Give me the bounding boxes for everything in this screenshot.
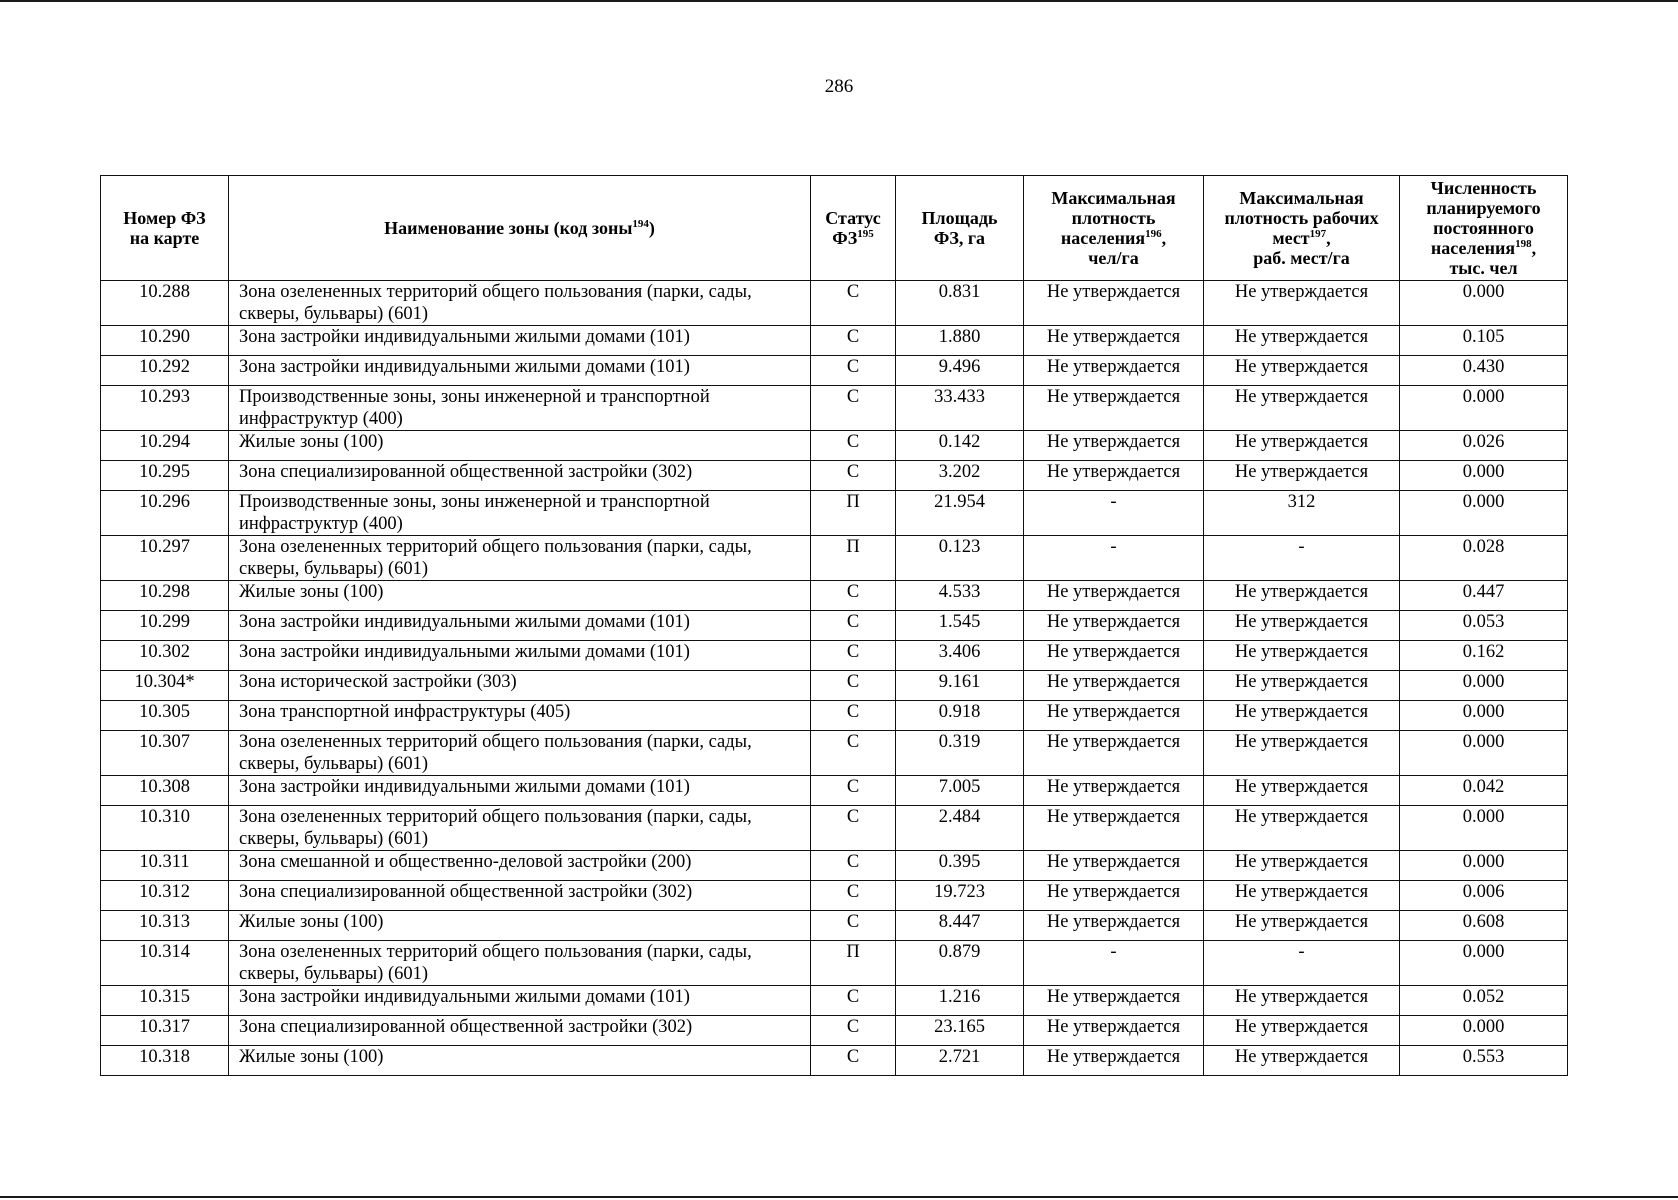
- cell-map-number: 10.297: [101, 536, 229, 581]
- table-row: [101, 491, 1568, 536]
- header-population-density: [1024, 176, 1204, 281]
- table-header-row: [101, 176, 1568, 281]
- cell-map-number: 10.310: [101, 806, 229, 851]
- cell-status: С: [811, 701, 896, 731]
- header-status-line1: Статус: [825, 208, 881, 228]
- cell-planned-population: 0.026: [1400, 431, 1568, 461]
- header-status-footnote: 195: [857, 228, 874, 240]
- cell-zone-name: Зона озелененных территорий общего пользования (парки, сады, скверы, бульвары) (601): [229, 941, 811, 986]
- cell-planned-population: 0.000: [1400, 1016, 1568, 1046]
- header-pop-density-line3: населения: [1060, 228, 1146, 248]
- cell-map-number: 10.314: [101, 941, 229, 986]
- cell-status: С: [811, 326, 896, 356]
- cell-job-density: Не утверждается: [1204, 776, 1400, 806]
- cell-planned-population: 0.000: [1400, 671, 1568, 701]
- cell-zone-name: Зона озелененных территорий общего пользования (парки, сады, скверы, бульвары) (601): [229, 731, 811, 776]
- cell-map-number: 10.308: [101, 776, 229, 806]
- cell-population-density: Не утверждается: [1024, 851, 1204, 881]
- header-map-number: [101, 176, 229, 281]
- cell-job-density: Не утверждается: [1204, 701, 1400, 731]
- cell-status: П: [811, 941, 896, 986]
- cell-zone-name: Зона специализированной общественной застройки (302): [229, 461, 811, 491]
- cell-area: 2.721: [896, 1046, 1024, 1076]
- header-zone-name-text: Наименование зоны (код зоны: [384, 218, 633, 238]
- cell-map-number: 10.294: [101, 431, 229, 461]
- cell-area: 0.319: [896, 731, 1024, 776]
- cell-area: 23.165: [896, 1016, 1024, 1046]
- cell-map-number: 10.292: [101, 356, 229, 386]
- cell-zone-name: Жилые зоны (100): [229, 911, 811, 941]
- zones-table: [100, 175, 1568, 1076]
- cell-population-density: Не утверждается: [1024, 281, 1204, 326]
- header-map-number-line2: на карте: [129, 228, 200, 248]
- table-row: [101, 986, 1568, 1016]
- cell-map-number: 10.298: [101, 581, 229, 611]
- cell-population-density: Не утверждается: [1024, 431, 1204, 461]
- cell-status: П: [811, 536, 896, 581]
- cell-area: 0.918: [896, 701, 1024, 731]
- cell-population-density: Не утверждается: [1024, 1046, 1204, 1076]
- cell-area: 1.880: [896, 326, 1024, 356]
- cell-job-density: Не утверждается: [1204, 431, 1400, 461]
- cell-planned-population: 0.105: [1400, 326, 1568, 356]
- header-area-line2: ФЗ, га: [933, 228, 986, 248]
- header-status: [811, 176, 896, 281]
- cell-area: 8.447: [896, 911, 1024, 941]
- table-row: [101, 356, 1568, 386]
- cell-job-density: Не утверждается: [1204, 1016, 1400, 1046]
- cell-job-density: Не утверждается: [1204, 611, 1400, 641]
- cell-area: 3.406: [896, 641, 1024, 671]
- header-job-density-line4: раб. мест/га: [1253, 248, 1350, 268]
- cell-job-density: Не утверждается: [1204, 911, 1400, 941]
- cell-job-density: Не утверждается: [1204, 386, 1400, 431]
- cell-map-number: 10.296: [101, 491, 229, 536]
- cell-planned-population: 0.000: [1400, 806, 1568, 851]
- header-pop-density-line1: Максимальная: [1051, 188, 1176, 208]
- cell-map-number: 10.304*: [101, 671, 229, 701]
- cell-map-number: 10.312: [101, 881, 229, 911]
- table-row: [101, 611, 1568, 641]
- table-row: [101, 326, 1568, 356]
- cell-map-number: 10.295: [101, 461, 229, 491]
- cell-area: 33.433: [896, 386, 1024, 431]
- cell-status: С: [811, 1016, 896, 1046]
- header-population-line2: планируемого: [1426, 198, 1541, 218]
- cell-area: 0.142: [896, 431, 1024, 461]
- cell-job-density: 312: [1204, 491, 1400, 536]
- table-row: [101, 536, 1568, 581]
- cell-zone-name: Зона застройки индивидуальными жилыми домами (101): [229, 641, 811, 671]
- table-row: [101, 731, 1568, 776]
- cell-job-density: Не утверждается: [1204, 641, 1400, 671]
- cell-population-density: Не утверждается: [1024, 386, 1204, 431]
- table-row: [101, 431, 1568, 461]
- cell-planned-population: 0.000: [1400, 491, 1568, 536]
- cell-job-density: Не утверждается: [1204, 671, 1400, 701]
- cell-map-number: 10.311: [101, 851, 229, 881]
- cell-job-density: Не утверждается: [1204, 986, 1400, 1016]
- header-job-density-footnote: 197: [1309, 228, 1327, 240]
- cell-population-density: Не утверждается: [1024, 776, 1204, 806]
- header-pop-density-line3-end: ,: [1161, 228, 1167, 248]
- cell-planned-population: 0.000: [1400, 461, 1568, 491]
- cell-status: С: [811, 776, 896, 806]
- cell-population-density: Не утверждается: [1024, 641, 1204, 671]
- cell-status: С: [811, 386, 896, 431]
- cell-job-density: Не утверждается: [1204, 356, 1400, 386]
- cell-status: С: [811, 881, 896, 911]
- cell-zone-name: Жилые зоны (100): [229, 431, 811, 461]
- cell-area: 0.123: [896, 536, 1024, 581]
- header-job-density-line2: плотность рабочих: [1224, 208, 1379, 228]
- cell-population-density: Не утверждается: [1024, 806, 1204, 851]
- cell-area: 9.161: [896, 671, 1024, 701]
- cell-population-density: Не утверждается: [1024, 581, 1204, 611]
- cell-area: 2.484: [896, 806, 1024, 851]
- cell-population-density: Не утверждается: [1024, 986, 1204, 1016]
- cell-area: 1.545: [896, 611, 1024, 641]
- header-map-number-line1: Номер ФЗ: [123, 208, 206, 228]
- cell-area: 0.879: [896, 941, 1024, 986]
- cell-population-density: -: [1024, 491, 1204, 536]
- cell-planned-population: 0.608: [1400, 911, 1568, 941]
- cell-status: П: [811, 491, 896, 536]
- cell-area: 0.831: [896, 281, 1024, 326]
- page-number: 286: [824, 76, 854, 97]
- cell-zone-name: Жилые зоны (100): [229, 581, 811, 611]
- cell-status: С: [811, 731, 896, 776]
- cell-zone-name: Жилые зоны (100): [229, 1046, 811, 1076]
- cell-job-density: Не утверждается: [1204, 851, 1400, 881]
- cell-zone-name: Зона озелененных территорий общего пользования (парки, сады, скверы, бульвары) (601): [229, 806, 811, 851]
- header-planned-population: [1400, 176, 1568, 281]
- cell-status: С: [811, 806, 896, 851]
- cell-job-density: -: [1204, 536, 1400, 581]
- cell-area: 1.216: [896, 986, 1024, 1016]
- cell-population-density: Не утверждается: [1024, 701, 1204, 731]
- cell-map-number: 10.293: [101, 386, 229, 431]
- cell-status: С: [811, 671, 896, 701]
- cell-map-number: 10.307: [101, 731, 229, 776]
- cell-area: 19.723: [896, 881, 1024, 911]
- cell-population-density: Не утверждается: [1024, 731, 1204, 776]
- table-row: [101, 881, 1568, 911]
- cell-zone-name: Зона исторической застройки (303): [229, 671, 811, 701]
- cell-zone-name: Зона смешанной и общественно-деловой застройки (200): [229, 851, 811, 881]
- table-row: [101, 776, 1568, 806]
- cell-planned-population: 0.430: [1400, 356, 1568, 386]
- cell-map-number: 10.299: [101, 611, 229, 641]
- cell-status: С: [811, 461, 896, 491]
- cell-status: С: [811, 431, 896, 461]
- cell-zone-name: Зона застройки индивидуальными жилыми домами (101): [229, 326, 811, 356]
- header-pop-density-line4: чел/га: [1088, 248, 1139, 268]
- cell-planned-population: 0.000: [1400, 731, 1568, 776]
- header-pop-density-footnote: 196: [1145, 228, 1162, 240]
- header-population-line3: постоянного: [1433, 218, 1534, 238]
- cell-status: С: [811, 1046, 896, 1076]
- cell-status: С: [811, 611, 896, 641]
- cell-job-density: Не утверждается: [1204, 1046, 1400, 1076]
- scan-edge-bottom: [0, 1196, 1678, 1198]
- header-population-footnote: 198: [1515, 238, 1532, 250]
- cell-job-density: Не утверждается: [1204, 281, 1400, 326]
- cell-status: С: [811, 281, 896, 326]
- cell-planned-population: 0.053: [1400, 611, 1568, 641]
- header-job-density-line3: мест: [1272, 228, 1310, 248]
- table-row: [101, 671, 1568, 701]
- cell-job-density: Не утверждается: [1204, 731, 1400, 776]
- cell-population-density: Не утверждается: [1024, 881, 1204, 911]
- cell-population-density: Не утверждается: [1024, 326, 1204, 356]
- cell-map-number: 10.288: [101, 281, 229, 326]
- cell-planned-population: 0.000: [1400, 701, 1568, 731]
- cell-zone-name: Производственные зоны, зоны инженерной и транспортной инфраструктур (400): [229, 386, 811, 431]
- cell-map-number: 10.302: [101, 641, 229, 671]
- cell-status: С: [811, 641, 896, 671]
- cell-planned-population: 0.000: [1400, 386, 1568, 431]
- cell-zone-name: Зона застройки индивидуальными жилыми домами (101): [229, 611, 811, 641]
- cell-map-number: 10.305: [101, 701, 229, 731]
- cell-population-density: Не утверждается: [1024, 911, 1204, 941]
- cell-zone-name: Зона озелененных территорий общего пользования (парки, сады, скверы, бульвары) (601): [229, 281, 811, 326]
- cell-planned-population: 0.006: [1400, 881, 1568, 911]
- cell-zone-name: Зона транспортной инфраструктуры (405): [229, 701, 811, 731]
- cell-job-density: Не утверждается: [1204, 461, 1400, 491]
- cell-zone-name: Зона озелененных территорий общего пользования (парки, сады, скверы, бульвары) (601): [229, 536, 811, 581]
- cell-area: 0.395: [896, 851, 1024, 881]
- cell-status: С: [811, 356, 896, 386]
- header-job-density-line1: Максимальная: [1239, 188, 1364, 208]
- table-row: [101, 806, 1568, 851]
- header-job-density: [1204, 176, 1400, 281]
- header-pop-density-line2: плотность: [1071, 208, 1156, 228]
- table-row: [101, 641, 1568, 671]
- header-population-line1: Численность: [1430, 178, 1537, 198]
- table-row: [101, 701, 1568, 731]
- cell-job-density: Не утверждается: [1204, 581, 1400, 611]
- header-job-density-line3-end: ,: [1326, 228, 1331, 248]
- cell-planned-population: 0.162: [1400, 641, 1568, 671]
- header-area: [896, 176, 1024, 281]
- cell-area: 9.496: [896, 356, 1024, 386]
- scan-edge-top: [0, 0, 1678, 2]
- cell-map-number: 10.315: [101, 986, 229, 1016]
- cell-planned-population: 0.000: [1400, 941, 1568, 986]
- cell-area: 4.533: [896, 581, 1024, 611]
- header-population-line4-end: ,: [1531, 238, 1537, 258]
- header-zone-name-footnote: 194: [632, 218, 649, 230]
- cell-status: С: [811, 581, 896, 611]
- header-population-line5: тыс. чел: [1449, 258, 1518, 278]
- table-row: [101, 1016, 1568, 1046]
- cell-area: 7.005: [896, 776, 1024, 806]
- cell-zone-name: Зона специализированной общественной застройки (302): [229, 881, 811, 911]
- cell-population-density: -: [1024, 941, 1204, 986]
- cell-zone-name: Зона застройки индивидуальными жилыми домами (101): [229, 356, 811, 386]
- cell-job-density: Не утверждается: [1204, 326, 1400, 356]
- cell-map-number: 10.317: [101, 1016, 229, 1046]
- cell-population-density: Не утверждается: [1024, 356, 1204, 386]
- table-row: [101, 386, 1568, 431]
- table-row: [101, 851, 1568, 881]
- header-area-line1: Площадь: [921, 208, 998, 228]
- table-row: [101, 581, 1568, 611]
- header-zone-name-end: ): [648, 218, 655, 238]
- table-row: [101, 941, 1568, 986]
- cell-planned-population: 0.028: [1400, 536, 1568, 581]
- table-row: [101, 281, 1568, 326]
- cell-planned-population: 0.000: [1400, 851, 1568, 881]
- cell-zone-name: Производственные зоны, зоны инженерной и транспортной инфраструктур (400): [229, 491, 811, 536]
- cell-planned-population: 0.553: [1400, 1046, 1568, 1076]
- cell-planned-population: 0.052: [1400, 986, 1568, 1016]
- cell-zone-name: Зона застройки индивидуальными жилыми домами (101): [229, 776, 811, 806]
- table-row: [101, 461, 1568, 491]
- cell-planned-population: 0.447: [1400, 581, 1568, 611]
- cell-area: 3.202: [896, 461, 1024, 491]
- cell-status: С: [811, 851, 896, 881]
- cell-population-density: Не утверждается: [1024, 1016, 1204, 1046]
- table-row: [101, 911, 1568, 941]
- header-status-line2: ФЗ: [832, 228, 858, 248]
- cell-population-density: Не утверждается: [1024, 671, 1204, 701]
- cell-job-density: -: [1204, 941, 1400, 986]
- cell-zone-name: Зона застройки индивидуальными жилыми домами (101): [229, 986, 811, 1016]
- cell-planned-population: 0.042: [1400, 776, 1568, 806]
- cell-population-density: Не утверждается: [1024, 611, 1204, 641]
- cell-planned-population: 0.000: [1400, 281, 1568, 326]
- cell-zone-name: Зона специализированной общественной застройки (302): [229, 1016, 811, 1046]
- table-row: [101, 1046, 1568, 1076]
- cell-map-number: 10.290: [101, 326, 229, 356]
- cell-map-number: 10.318: [101, 1046, 229, 1076]
- cell-map-number: 10.313: [101, 911, 229, 941]
- header-population-line4: населения: [1430, 238, 1516, 258]
- cell-job-density: Не утверждается: [1204, 881, 1400, 911]
- cell-status: С: [811, 986, 896, 1016]
- header-zone-name: [229, 176, 811, 281]
- cell-population-density: -: [1024, 536, 1204, 581]
- cell-job-density: Не утверждается: [1204, 806, 1400, 851]
- cell-population-density: Не утверждается: [1024, 461, 1204, 491]
- cell-area: 21.954: [896, 491, 1024, 536]
- cell-status: С: [811, 911, 896, 941]
